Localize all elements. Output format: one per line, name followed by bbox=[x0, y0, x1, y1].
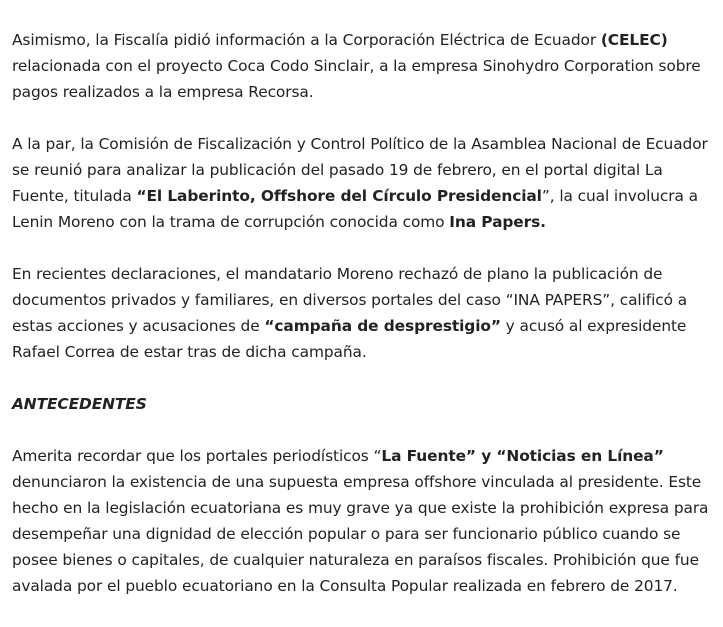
paragraph-text: y acusó al expresidente Rafael Correa de estar tras de dicha campaña. bbox=[12, 317, 687, 361]
paragraph-antecedentes bbox=[12, 443, 712, 599]
paragraph-text: A la par, la Comisión de Fiscalización y Control Político de la Asamblea Nacional de Ecuador se reunió para analizar la publicación del pasado 19 de febrero, en el portal digital La Fuente, titulada bbox=[12, 135, 708, 205]
paragraph-text: denunciaron la existencia de una supuesta empresa offshore vinculada al presidente. Este hecho en la legislación ecuatoriana es muy grave ya que existe la prohibición expresa para desempeñar una dignidad de elección popular o para ser funcionario público cuando se posee bienes o capitales, de cualquier naturaleza en paraísos fiscales. Prohibición que fue avalada por el pueblo ecuatoriano en la Consulta Popular realizada en febrero de 2017. bbox=[12, 473, 709, 595]
paragraph-text: relacionada con el proyecto Coca Codo Sinclair, a la empresa Sinohydro Corporation sobre pagos realizados a la empresa Recorsa. bbox=[12, 57, 701, 101]
paragraph-celec bbox=[12, 27, 712, 105]
paragraph-text: Asimismo, la Fiscalía pidió información a la Corporación Eléctrica de Ecuador bbox=[12, 31, 601, 49]
paragraph-declaraciones bbox=[12, 261, 712, 365]
bold-text: “El Laberinto, Offshore del Círculo Presidencial bbox=[136, 187, 542, 205]
bold-text: “campaña de desprestigio” bbox=[264, 317, 501, 335]
bold-text: Ina Papers. bbox=[449, 213, 546, 231]
paragraph-text: ”, la cual involucra a Lenin Moreno con la trama de corrupción conocida como bbox=[12, 187, 698, 231]
bold-text: La Fuente” y “Noticias en Línea” bbox=[381, 447, 664, 465]
section-heading: ANTECEDENTES bbox=[12, 395, 147, 413]
paragraph-text: En recientes declaraciones, el mandatario Moreno rechazó de plano la publicación de documentos privados y familiares, en diversos portales del caso “INA PAPERS”, calificó a estas acciones y acusaciones de bbox=[12, 265, 688, 335]
article-body bbox=[12, 27, 712, 625]
paragraph-text: Amerita recordar que los portales periodísticos “ bbox=[12, 447, 382, 465]
bold-text: (CELEC) bbox=[600, 31, 668, 49]
paragraph-comision bbox=[12, 131, 712, 235]
